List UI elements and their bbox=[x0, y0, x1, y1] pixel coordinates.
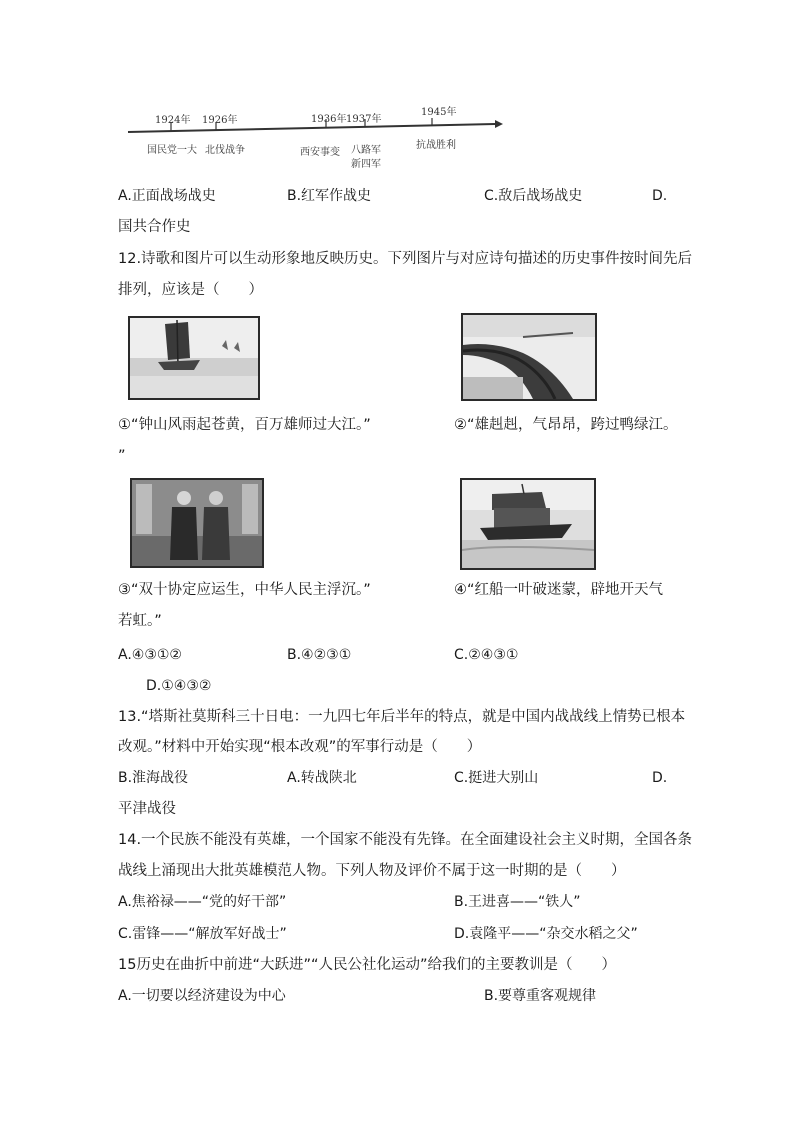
q11-option-d: D. bbox=[652, 188, 668, 204]
q15-stem: 15历史在曲折中前进“大跃进”“人民公社化运动”给我们的主要教训是（ ） bbox=[118, 957, 616, 973]
q12-option-d: D.①④③② bbox=[146, 678, 212, 694]
q11-option-c: C.敌后战场战史 bbox=[484, 188, 583, 204]
q14-option-a: A.焦裕禄——“党的好干部” bbox=[118, 894, 287, 910]
q11-option-b: B.红军作战史 bbox=[287, 188, 372, 204]
q12-caption-2-cont: ” bbox=[118, 448, 126, 464]
q13-option-b: B.淮海战役 bbox=[118, 770, 189, 786]
photo-river-crossing bbox=[128, 316, 260, 400]
q13-option-c: C.挺进大别山 bbox=[454, 770, 539, 786]
q12-stem-line2: 排列，应该是（ ） bbox=[118, 282, 263, 298]
q14-option-c: C.雷锋——“解放军好战士” bbox=[118, 926, 287, 942]
q11-option-a: A.正面战场战史 bbox=[118, 188, 216, 204]
photo-two-leaders bbox=[130, 478, 264, 568]
q12-caption-4: ④“红船一叶破迷蒙，辟地开天气 bbox=[454, 582, 664, 598]
q12-caption-2: ②“雄赳赳，气昂昂，跨过鸭绿江。 bbox=[454, 417, 678, 433]
q12-caption-1: ①“钟山风雨起苍黄，百万雄师过大江。” bbox=[118, 417, 371, 433]
timeline-year-1926: 1926年 bbox=[202, 115, 238, 126]
q14-stem-line2: 战线上涌现出大批英雄模范人物。下列人物及评价不属于这一时期的是（ ） bbox=[118, 863, 626, 879]
timeline-year-1924: 1924年 bbox=[155, 115, 191, 126]
photo-red-boat bbox=[460, 478, 596, 570]
q13-option-d: D. bbox=[652, 770, 668, 786]
q14-option-b: B.王进喜——“铁人” bbox=[454, 894, 581, 910]
q14-stem-line1: 14.一个民族不能没有英雄，一个国家不能没有先锋。在全面建设社会主义时期，全国各条 bbox=[118, 832, 693, 848]
timeline-year-1945: 1945年 bbox=[421, 107, 457, 118]
q12-option-b: B.④②③① bbox=[287, 647, 352, 663]
q12-option-a: A.④③①② bbox=[118, 647, 182, 663]
q12-option-c: C.②④③① bbox=[454, 647, 519, 663]
q12-caption-4-cont: 若虹。” bbox=[118, 613, 162, 629]
timeline-year-1936: 1936年 bbox=[311, 114, 347, 125]
photo-yalu-crossing bbox=[461, 313, 597, 401]
q15-option-a: A.一切要以经济建设为中心 bbox=[118, 988, 286, 1004]
q13-option-d-text: 平津战役 bbox=[118, 801, 176, 817]
timeline-event-1936: 西安事变 bbox=[300, 147, 340, 158]
timeline-event-1926: 北伐战争 bbox=[205, 145, 245, 156]
q12-caption-3: ③“双十协定应运生，中华人民主浮沉。” bbox=[118, 582, 371, 598]
timeline-event-1924: 国民党一大 bbox=[147, 145, 197, 156]
timeline-event-1945: 抗战胜利 bbox=[416, 140, 456, 151]
q12-stem-line1: 12.诗歌和图片可以生动形象地反映历史。下列图片与对应诗句描述的历史事件按时间先后 bbox=[118, 251, 693, 267]
q11-option-d-text: 国共合作史 bbox=[118, 219, 191, 235]
timeline-event-1937-line2: 新四军 bbox=[351, 159, 381, 170]
q13-stem-line1: 13.“塔斯社莫斯科三十日电：一九四七年后半年的特点，就是中国内战战线上情势已根本 bbox=[118, 709, 686, 725]
timeline-year-1937: 1937年 bbox=[346, 114, 382, 125]
q15-option-b: B.要尊重客观规律 bbox=[484, 988, 597, 1004]
q13-stem-line2: 改观。”材料中开始实现“根本改观”的军事行动是（ ） bbox=[118, 739, 482, 755]
timeline-event-1937-line1: 八路军 bbox=[351, 145, 381, 156]
q13-option-a: A.转战陕北 bbox=[287, 770, 357, 786]
q14-option-d: D.袁隆平——“杂交水稻之父” bbox=[454, 926, 638, 942]
